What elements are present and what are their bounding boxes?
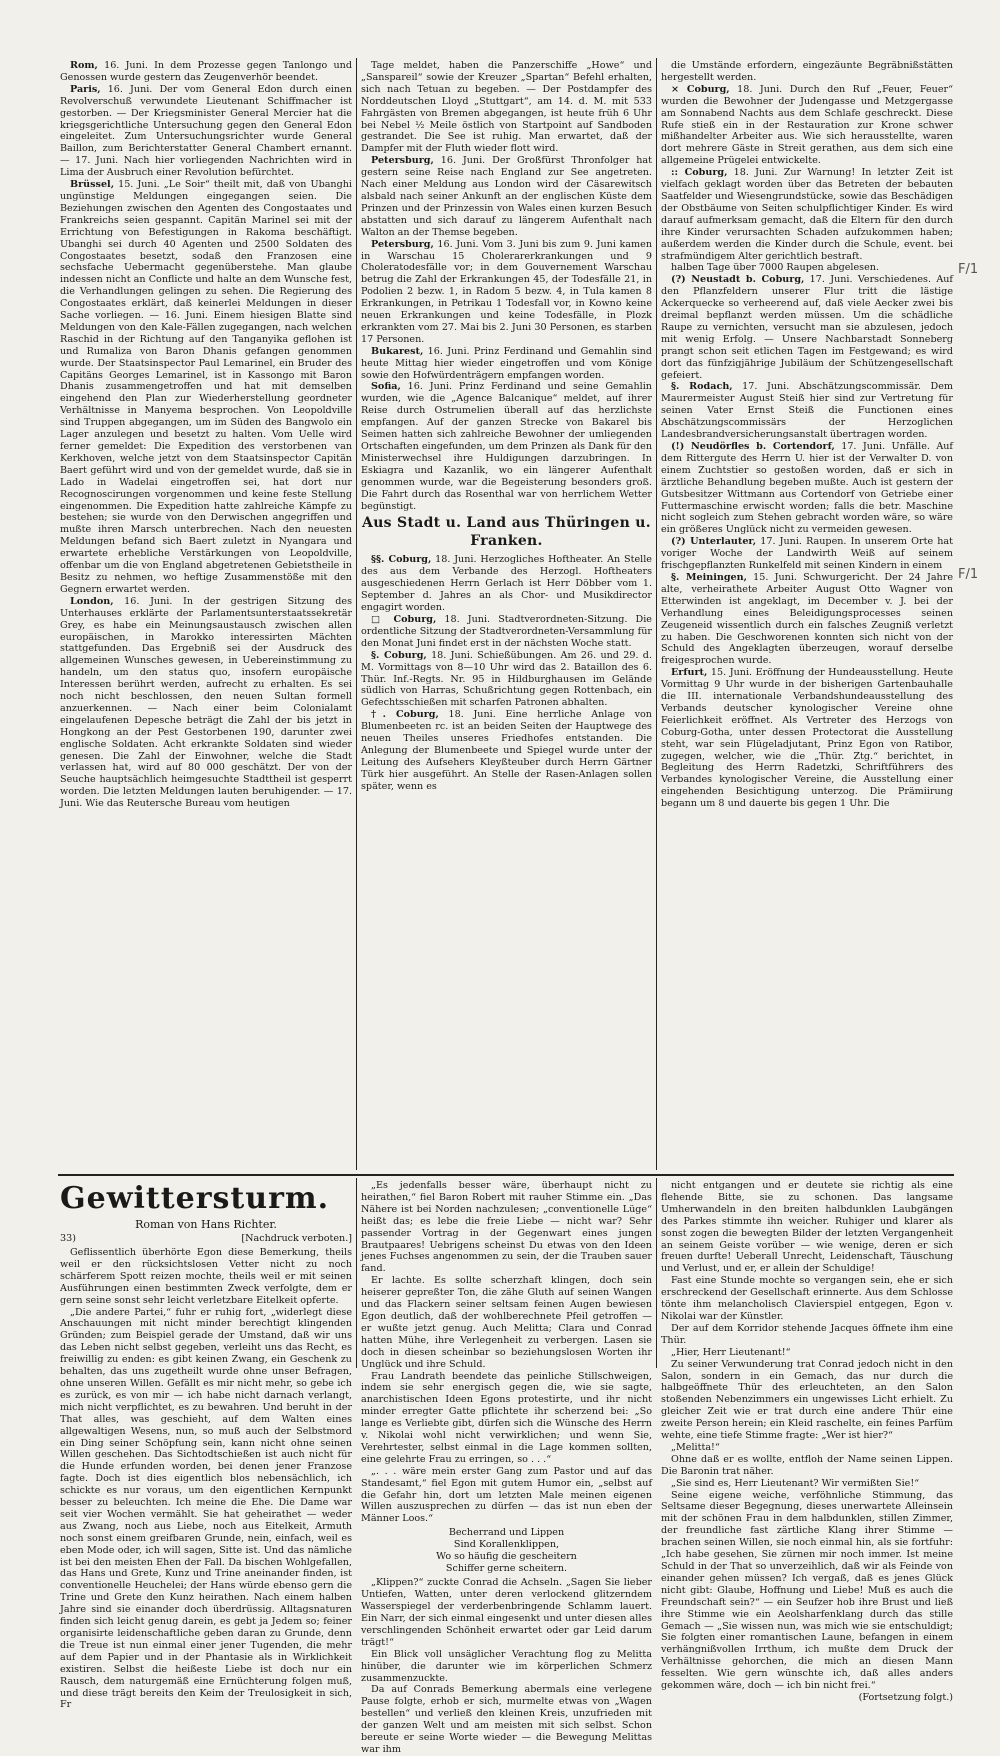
continuation-note: (Fortsetzung folgt.)	[858, 1691, 953, 1703]
poem-line: Becherrand und Lippen	[448, 1527, 565, 1539]
dateline: Bukarest,	[371, 345, 424, 357]
news-article	[661, 167, 953, 262]
serial-paragraph: „Melitta!“	[671, 1441, 720, 1453]
dateline: □ Coburg,	[371, 613, 437, 625]
serial-paragraph: „Sie sind es, Herr Lieutenant? Wir vermißten Sie!“	[671, 1477, 920, 1489]
serial-paragraph: „Klippen?“ zuckte Conrad die Achseln. „Sagen Sie lieber Untiefen, Watten, unter deren verlockend glitzerndem Wasserspiegel der verderbenbringende Schlamm lauert. Ein Narr, der sich einmal eingesenkt und unter diesen alles verschlingenden Schönheit erwartet oder gar Leid darum trägt!“	[361, 1577, 652, 1648]
news-article	[661, 441, 953, 536]
news-article	[361, 381, 652, 512]
dateline: (!) Neudörfles b. Cortendorf,	[671, 441, 835, 452]
column-rule	[356, 58, 357, 1170]
article-text: 17. Juni. Abschätzungscommissär. Dem Maurermeister August Steiß hier sind zur Vertretung für seinen Vater Ernst Steiß die Functionen eines Abschätzungscommissärs der Herzoglichen Landesbrandversicherungsanstalt übertragen worden.	[661, 381, 953, 441]
article-text: 17. Juni. Verschiedenes. Auf den Pflanzfeldern unserer Flur tritt die lästige Ackerquecke so verheerend auf, daß viele Aecker zwei bis dreimal bepflanzt werden müssen. Um die schädliche Raupe zu vernichten, versucht man sie abzulesen, jedoch mit wenig Erfolg. — Unsere Nachbarstadt Sonneberg prangt schon seit etlichen Tagen im Festgewand; es wird dort das fünfzigjährige Jubiläum der Schützengesellschaft gefeiert.	[661, 274, 953, 381]
dateline: (?) Neustadt b. Coburg,	[671, 274, 805, 286]
serial-paragraph: Frau Landrath beendete das peinliche Stillschweigen, indem sie sehr energisch gegen die, wie sie sagte, anarchistischen Ideen Egons protestirte, und ihr nicht minder erregter Gatte pflichtete ihr scherzend bei: „So lange es Verliebte gibt, dürfen sich die Wünsche des Herrn v. Nikolai wohl nicht verwirklichen; und wenn Sie, Verehrtester, selbst einmal in die Lage kommen sollten, eine gelehrte Frau zu erringen, so . . .“	[361, 1370, 652, 1465]
article-text: 18. Juni. Zur Warnung! In letzter Zeit ist vielfach geklagt worden über das Betreten der bebauten Saatfelder und Wiesengrundstücke, sowie das Beschädigen der Obstbäume von Seiten schulpflichtiger Kinder. Es wird darauf aufmerksam gemacht, daß die Eltern für den durch ihre Kinder verursachten Schaden aufzukommen haben; außerdem werden die Kinder durch die Schule, event. bei strafmündigem Alter gerichtlich bestraft.	[661, 167, 953, 262]
article-text: 16. Juni. Der vom General Edon durch einen Revolverschuß verwundete Lieutenant Schiffmacher ist gestorben. — Der Kriegsminister General Mercier hat die kriegsgerichtliche Untersuchung gegen den General Edon eingeleitet. Zum Untersuchungsrichter wurde General Baillon, zum Berichterstatter General Chambert ernannt. — 17. Juni. Nach hier vorliegenden Nachrichten wird in Lima der Ausbruch einer Revolution befürchtet.	[60, 83, 352, 179]
article-text: 18. Juni. Stadtverordneten-Sitzung. Die ordentliche Sitzung der Stadtverordneten-Versammlung für den Monat Juni findet erst in der nächsten Woche statt.	[361, 613, 652, 649]
column-rule	[656, 58, 657, 1170]
article-text: 17. Juni. Raupen. In unserem Orte hat voriger Woche der Landwirth Weiß auf seinem frischgepflanzten Runkelfeld mit seinen Kindern in einem	[661, 536, 953, 572]
news-article	[361, 60, 652, 155]
dateline: Petersburg,	[371, 155, 434, 167]
serial-paragraph: Da auf Conrads Bemerkung abermals eine verlegene Pause folgte, erhob er sich, murmelte etwas von „Wagen bestellen“ und verließ den kleinen Kreis, unzufrieden mit der ganzen Welt und am meisten mit sich selbst. Schon bereute er seine Worte wieder — die Bewegung Melittas war ihm	[361, 1684, 652, 1755]
serial-paragraph: Geflissentlich überhörte Egon diese Bemerkung, theils weil er den rücksichtslosen Vetter nicht zu noch schärferem Spott reizen mochte, theils weil er mit seinen Ausführungen einen bestimmten Zweck verfolgte, dem er gern seine sonst sehr leicht verletzbare Eitelkeit opferte.	[60, 1247, 352, 1306]
dateline: Paris,	[70, 83, 101, 95]
news-article	[661, 274, 953, 381]
article-text: 15. Juni. Eröffnung der Hundeausstellung. Heute Vormittag 9 Uhr wurde in der bisherigen Gartenbauhalle die III. internationale Verbandshundeausstellung des Verbands deutscher kynologischer Vereine ohne Feierlichkeit eröffnet. Als Vertreter des Herzogs von Coburg-Gotha, unter dessen Protectorat die Ausstellung steht, war sein Flügeladjutant, Prinz Egon von Ratibor, zugegen, welcher, wie die „Thür. Ztg.“ berichtet, in Begleitung des Herrn Radetzki, Schriftführers des Verbandes kynologischer Vereine, die Ausstellung einer eingehenden Besichtigung unterzog. Die Prämiirung begann um 8 und dauerte bis gegen 1 Uhr. Die	[661, 667, 953, 810]
news-article	[661, 572, 953, 667]
dateline: × Coburg,	[671, 83, 730, 95]
dateline: (?) Unterlauter,	[671, 536, 757, 548]
news-article	[361, 239, 652, 346]
dateline: Brüssel,	[70, 179, 115, 191]
dateline: London,	[70, 595, 114, 607]
dateline: †. Coburg,	[371, 709, 439, 721]
serial-meta	[60, 1233, 352, 1245]
serial-paragraph: „Hier, Herr Lieutenant!“	[671, 1346, 791, 1358]
news-article	[661, 84, 953, 167]
serial-paragraph: Seine eigene weiche, verföhnliche Stimmung, das Seltsame dieser Begegnung, dieses unerwartete Alleinsein mit der schönen Frau in dem halbdunklen, stillen Zimmer, der freundliche fast zärtliche Klang ihrer Stimme — brachen seinen Willen, sie noch einmal hin, als sie fortfuhr: „Ich habe gesehen, Sie zürnen mir noch immer. Ist meine Schuld in der That so unverzeihlich, daß wir als Feinde von einander gehen müssen? Ich vergaß, daß es jenes Glück nicht gibt: Glaube, Hoffnung und Liebe! Muß es auch die Freundschaft sein?“ — ein Seufzer hob ihre Brust und ließ ihre Stimme wie ein Aeolsharfenklang durch das stille Gemach — „Sie wissen nun, was mich wie sie entschuldigt; Sie folgten einer romantischen Laune, befangen in einem verhängnißvollen Irrthum, ich mußte dem Druck der Verhältnisse gehorchen, die mich an diesen Mann fesselten. Wie gern wünschte ich, daß alles anders gekommen wäre, doch — ich bin nicht frei.“	[661, 1489, 953, 1692]
serial-paragraph: „. . . wäre mein erster Gang zum Pastor und auf das Standesamt,“ fiel Egon mit gutem Humor ein, „selbst auf die Gefahr hin, dort um letzten Male meinen eigenen Willen auszusprechen zu dürfen — das ist nun eben der Männer Loos.“	[361, 1465, 652, 1525]
news-article	[60, 596, 352, 810]
poem-line: Wo so häufig die gescheitern	[436, 1551, 577, 1563]
serial-paragraph: „Es jedenfalls besser wäre, überhaupt nicht zu heirathen,“ fiel Baron Robert mit rauher Stimme ein. „Das Nähere ist bei Norden nachzulesen; „conventionelle Lüge“ heißt das; es lebe die freie Liebe — nicht war? Sehr passender Vortrag in der Gegenwart eines jungen Brautpaares! Uebrigens scheinst Du etwas von den Ideen jenes Fuchses angenommen zu sein, der die Trauben sauer fand.	[361, 1180, 652, 1275]
column-rule	[656, 1178, 657, 1368]
news-article	[661, 536, 953, 572]
article-text: 18. Juni. Schießübungen. Am 26. und 29. d. M. Vormittags von 8—10 Uhr wird das 2. Bataillon des 6. Thür. Inf.-Regts. Nr. 95 in Hildburghausen im Gelände südlich von Harras, Schußrichtung gegen Rottenbach, ein Gefechtsschießen mit scharfen Patronen abhalten.	[361, 649, 652, 709]
poem	[361, 1527, 652, 1575]
margin-note: F/1	[958, 567, 979, 582]
article-text: 16. Juni. Vom 3. Juni bis zum 9. Juni kamen in Warschau 15 Cholerarerkrankungen und 9 Choleratodesfälle vor; in dem Gouvernement Warschau betrug die Zahl der Erkrankungen 45, der Todesfälle 21, in Podolien 2 bezw. 1, in Radom 5 bezw. 4, in Tula kamen 8 Erkrankungen, in Petrikau 1 Todesfall vor, in Kowno keine neuen Erkrankungen und keine Todesfälle, in Plozk erkrankten vom 27. Mai bis 2. Juni 30 Personen, es starben 17 Personen.	[361, 238, 652, 345]
serial-paragraph: „Die andere Partei,“ fuhr er ruhig fort, „widerlegt diese Anschauungen mit nicht minder berechtigt klingenden Gründen; zum Beispiel gerade der Umstand, daß wir uns das Leben nicht selbst gegeben, verleiht uns das Recht, es freiwillig zu enden: es gibt keinen Zwang, ein Geschenk zu behalten, das uns zugetheilt wurde ohne unser Befragen, ohne unseren Willen. Gefällt es mir nicht mehr, so gebe ich es zurück, es von mir — ich habe nicht darnach verlangt, mich nicht verpflichtet, es zu bewahren. Und beruht in der That alles, was geschieht, auf dem Walten eines allgewaltigen Wesens, nun, so muß auch der Selbstmord ein Ding seiner Schöpfung sein, kann nicht ohne seinen Willen geschehen. Das Sichtodtschießen ist auch nicht für die Hunde erfunden worden, bei denen jener Franzose fagte. Doch ist dies eigentlich blos nebensächlich, ich schickte es nur voraus, um den eigentlichen Kernpunkt besser zu beleuchten. Ich meine die Ehe. Die Dame war seit vier Wochen vermählt. Sie hat geheirathet — weder aus Zwang, noch aus Liebe, noch aus Eitelkeit, Armuth noch sonst einem greifbaren Grunde, nein, einfach, weil es eben Mode oder, ich will sagen, Sitte ist. Und das nämliche ist bei den meisten Ehen der Fall. Da bischen Wohlgefallen, das Hans und Grete, Kunz und Trine aneinander finden, ist conventionelle Heuchelei; der Hans würde ebenso gern die Trine und Grete den Kunz heirathen. Nach einem halben Jahre sind sie einander doch überdrüssig. Alltagsnaturen finden sich leicht genug darein, es gebt ja Jedem so; feiner organisirte leidenschaftliche geben daran zu Grunde, denn die Treue ist nun einmal einer jener Tugenden, die mehr auf dem Papier und in der Phantasie als in Wirklichkeit existiren. Selbst die heißeste Liebe ist doch nur ein Rausch, dem naturgemäß eine Ernüchterung folgen muß, und diese trägt bereits den Keim der Treulosigkeit in sich, Fr	[60, 1306, 352, 1711]
article-text: 18. Juni. Eine herrliche Anlage von Blumenbeeten rc. ist an beiden Seiten der Hauptwege des neuen Theiles unseres Friedhofes entstanden. Die Anlegung der Blumenbeete und Spiegel wurde unter der Leitung des Aufsehers Kleyßteuber durch Herrn Gärtner Türk hier ausgeführt. An Stelle der Rasen-Anlagen sollen später, wenn es	[361, 709, 652, 792]
serial-number: 33)	[60, 1233, 76, 1244]
news-article	[361, 554, 652, 614]
dateline: Erfurt,	[671, 667, 708, 679]
news-article	[60, 84, 352, 179]
serial-paragraph: Er lachte. Es sollte scherzhaft klingen, doch sein heiserer gepreßter Ton, die zähe Gluth auf seinen Wangen und das Flackern seiner seltsam feinen Augen bewiesen Egon deutlich, daß der wohlberechnete Pfeil getroffen — er wußte jetzt genug. Auch Melitta; Clara und Conrad hatten Mühe, ihre Verlegenheit zu verbergen. Lasen sie doch in diesen scheinbar so beziehungslosen Worten ihr Unglück und ihre Schuld.	[361, 1275, 652, 1370]
news-column-2	[361, 60, 652, 1170]
news-article	[361, 614, 652, 650]
dateline: Rom,	[70, 60, 98, 71]
serial-paragraph: Ein Blick voll unsäglicher Verachtung flog zu Melitta hinüber, die darunter wie im körperlichen Schmerz zusammenzuckte.	[361, 1648, 652, 1684]
news-article	[361, 155, 652, 238]
article-text: Tage meldet, haben die Panzerschiffe „Howe“ und „Sanspareil“ sowie der Kreuzer „Spartan“ Befehl erhalten, sich nach Tetuan zu begeben. — Der Postdampfer des Norddeutschen Lloyd „Stuttgart“, am 14. d. M. mit 533 Fahrgästen von Bremen abgegangen, ist heute früh 6 Uhr bei Nebel ½ Meile östlich von Startpoint auf Sandboden gestrandet. Die See ist ruhig. Man erwartet, daß der Dampfer mit der Fluth wieder flott wird.	[361, 60, 652, 155]
article-text: 16. Juni. Prinz Ferdinand und Gemahlin sind heute Mittag hier wieder eingetroffen und vom Könige sowie den Hofwürdenträgern empfangen worden.	[361, 345, 652, 381]
news-article	[60, 179, 352, 596]
serial-subtitle: Roman von Hans Richter.	[135, 1218, 277, 1231]
article-text: 18. Juni. Durch den Ruf „Feuer, Feuer“ wurden die Bewohner der Judengasse und Metzgergasse am Sonnabend Nachts aus dem Schlafe geschreckt. Diese Rufe stieß ein in der Restauration zur Krone schwer mißhandelter Arbeiter aus. Wie sich herausstellte, waren dort mehrere Gäste in Streit gerathen, aus dem sich eine allgemeine Prügelei entwickelte.	[661, 83, 953, 167]
article-text: 15. Juni. „Le Soir“ theilt mit, daß von Ubanghi ungünstige Meldungen eingegangen seien. Die Beziehungen zwischen den Agenten des Congostaates und Frankreichs seien gespannt. Capitän Marinel sei mit der Errichtung von Befestigungen in Rakoma beschäftigt. Ubanghi sei durch 40 Agenten und 2500 Soldaten des Congostaates besetzt, sodaß den Franzosen eine sechsfache Uebermacht gegenüberstehe. Man glaube indessen nicht an Conflicte und halte an dem Wunsche fest, die Verhandlungen gelingen zu sehen. Die Regierung des Congostaates erklärt, daß keinerlei Meldungen in dieser Sache vorliegen. — 16. Juni. Einem hiesigen Blatte sind Meldungen von den Kale-Fällen zugegangen, nach welchen Raschid in der Richtung auf den Tanganyika geflohen ist und Rumaliza von Baron Dhanis gefangen genommen wurde. Der Staatsinspector Paul Lemarinel, ein Bruder des Capitäns Georges Lemarinel, ist in Kassongo mit Baron Dhanis zusammengetroffen und hat mit demselben eingehend den Plan zur Wiederherstellung geordneter Verhältnisse in Manyema besprochen. Von Leopoldville sind Truppen abgegangen, um im Süden des Bangwolo ein Lager anzulegen und besetzt zu halten. Vom Uelle wird ferner gemeldet: Die Expedition des verstorbenen van Kerkhoven, welche jetzt von dem Staatsinspector Capitän Baert geführt wird und von der gemeldet wurde, daß sie in Lado in Wadelai eingetroffen sei, hat dort nur Recognoscirungen vorgenommen und keine feste Stellung eingenommen. Die Expedition hatte zahlreiche Kämpfe zu bestehen; sie wurde von den Derwischen angegriffen und mußte ihren Marsch unterbrechen. Nach den neuesten Meldungen befand sich Baert zuletzt in Nyangara und erwartete erhebliche Verstärkungen von Leopoldville, offenbar um die von England abgetretenen Gebietstheile in Besitz zu nehmen, wo heftige Zusammenstöße mit den Gegnern erwartet werden.	[60, 179, 352, 595]
margin-note: F/1	[958, 262, 979, 277]
news-article	[361, 650, 652, 710]
news-column-3	[661, 60, 953, 1170]
poem-line: Sind Korallenklippen,	[453, 1539, 560, 1551]
news-article	[661, 60, 953, 84]
serial-paragraph: Fast eine Stunde mochte so vergangen sein, ehe er sich erschreckend der Gesellschaft erinnerte. Aus dem Schlosse tönte ihm melancholisch Clavierspiel entgegen, Egon v. Nikolai war der Künstler.	[661, 1275, 953, 1322]
news-article	[661, 667, 953, 810]
serial-paragraph: Ohne daß er es wollte, entfloh der Name seinen Lippen. Die Baronin trat näher.	[661, 1453, 953, 1477]
section-divider	[58, 1174, 954, 1176]
regional-heading: Aus Stadt u. Land aus Thüringen u. Franken.	[362, 515, 651, 550]
serial-title: Gewittersturm.	[60, 1181, 330, 1216]
news-article	[661, 381, 953, 441]
article-text: 16. Juni. Der Großfürst Thronfolger hat gestern seine Reise nach England zur See angetreten. Nach einer Meldung aus London wird der Cäsarewitsch alsbald nach seiner Ankunft an der englischen Küste dem Prinzen und der Prinzessin von Wales einen kurzen Besuch abstatten und sich darauf zu längerem Aufenthalt nach Walton an der Themse begeben.	[361, 155, 652, 238]
news-article	[661, 262, 953, 274]
dateline: §. Meiningen,	[671, 571, 747, 583]
serial-column-1	[60, 1180, 352, 1711]
article-text: 18. Juni. Herzogliches Hoftheater. An Stelle des aus dem Verbande des Herzogl. Hoftheaters ausgeschiedenen Herrn Gerlach ist Herr Döbber vom 1. September d. Jahres an als Chor- und Musikdirector engagirt worden.	[361, 554, 652, 614]
serial-column-3	[661, 1180, 953, 1703]
article-text: halben Tage über 7000 Raupen abgelesen.	[671, 262, 879, 274]
dateline: Petersburg,	[371, 238, 434, 250]
serial-paragraph: nicht entgangen und er deutete sie richtig als eine flehende Bitte, sie zu schonen. Das langsame Umherwandeln in den breiten halbdunklen Laubgängen des Parkes stimmte ihn weicher. Ruhiger und klarer als sonst zogen die bewegten Bilder der letzten Vergangenheit an seinem Geiste vorüber — wie wenige, deren er sich freuen durfte! Ueberall Unrecht, Leidenschaft, Täuschung und Verlust, und er, er allein der Schuldige!	[661, 1180, 953, 1275]
article-text: 16. Juni. Prinz Ferdinand und seine Gemahlin wurden, wie die „Agence Balcanique“ meldet, auf ihrer Reise durch Ostrumelien überall auf das herzlichste empfangen. Auf der ganzen Strecke von Bakarel bis Seimen hatten sich zahlreiche Bewohner der umliegenden Ortschaften eingefunden, um dem Prinzen als Dank für den Ministerwechsel ihre Huldigungen darzubringen. In Eskiagra und Kazanlik, wo ein längerer Aufenthalt genommen wurde, war die Begeisterung besonders groß. Die Fahrt durch das Rosenthal war von herrlichem Wetter begünstigt.	[361, 381, 652, 512]
dateline: §. Coburg,	[371, 649, 427, 661]
dateline: :: Coburg,	[671, 167, 728, 179]
news-article	[60, 60, 352, 84]
article-text: 16. Juni. In dem Prozesse gegen Tanlongo und Genossen wurde gestern das Zeugenverhör beendet.	[60, 60, 352, 83]
reprint-notice: [Nachdruck verboten.]	[241, 1233, 352, 1244]
dateline: §§. Coburg,	[371, 554, 432, 566]
serial-paragraph: Zu seiner Verwunderung trat Conrad jedoch nicht in den Salon, sondern in ein Gemach, das nur durch die halbgeöffnete Thür des erleuchteten, an den Salon stoßenden Nebenzimmers ein ungewisses Licht erhielt. Zu gleicher Zeit wie er trat durch eine andere Thür eine zweite Person herein; ein Kleid raschelte, ein feines Parfüm wehte, eine tiefe Stimme fragte: „Wer ist hier?“	[661, 1358, 953, 1442]
article-text: 16. Juni. In der gestrigen Sitzung des Unterhauses erklärte der Parlamentsunterstaatssekretär Grey, es habe ein Meinungsaustausch zwischen allen europäischen, in Marokko interessirten Mächten stattgefunden. Das Ergebniß sei der Ausdruck des allgemeinen Wunsches gewesen, in Uebereinstimmung zu handeln, um den status quo, insofern europäische Interessen berührt werden, aufrecht zu erhalten. Es sei noch nicht beschlossen, den neuen Sultan formell anzuerkennen. — Nach einer beim Colonialamt eingelaufenen Depesche beträgt die Zahl der bis jetzt in Hongkong an der Pest Gestorbenen 190, darunter zwei englische Soldaten. Acht erkrankte Soldaten sind wieder genesen. Die Zahl der Einwohner, welche die Stadt verlassen hat, wird auf 80 000 geschätzt. Der von der Seuche hauptsächlich heimgesuchte Stadttheil ist gesperrt worden. Die letzten Meldungen lauten beruhigender. — 17. Juni. Wie das Reutersche Bureau vom heutigen	[60, 595, 352, 810]
dateline: Sofia,	[371, 381, 401, 393]
news-article	[361, 346, 652, 382]
column-rule	[356, 1178, 357, 1368]
news-column-1	[60, 60, 352, 1170]
article-text: 15. Juni. Schwurgericht. Der 24 Jahre alte, verheirathete Arbeiter August Otto Wagner von Etterwinden ist angeklagt, im December v. J. bei der Verhandlung eines Beleidigungsprocesses seinen Zeugeneid wissentlich durch ein falsches Zeugniß verletzt zu haben. Die Geschworenen konnten sich nicht von der Schuld des Angeklagten überzeugen, worauf derselbe freigesprochen wurde.	[661, 571, 953, 667]
serial-column-2	[361, 1180, 652, 1755]
news-article	[361, 709, 652, 792]
poem-line: Schiffer gerne scheitern.	[445, 1563, 568, 1575]
serial-paragraph: Der auf dem Korridor stehende Jacques öffnete ihm eine Thür.	[661, 1322, 953, 1346]
article-text: 17. Juni. Unfälle. Auf dem Rittergute des Herrn U. hier ist der Verwalter D. von einem Zuchtstier so gestoßen worden, daß er sich in ärztliche Behandlung begeben mußte. Auch ist gestern der Gutsbesitzer Wittmann aus Cortendorf von Getriebe einer Futtermaschine erwischt worden; falls die betr. Maschine nicht sogleich zum Stehen gebracht worden wäre, so wäre ein größeres Unglück nicht zu vermeiden gewesen.	[661, 441, 953, 536]
article-text: die Umstände erfordern, eingezäunte Begräbnißstätten hergestellt werden.	[661, 60, 953, 83]
dateline: §. Rodach,	[671, 381, 733, 393]
